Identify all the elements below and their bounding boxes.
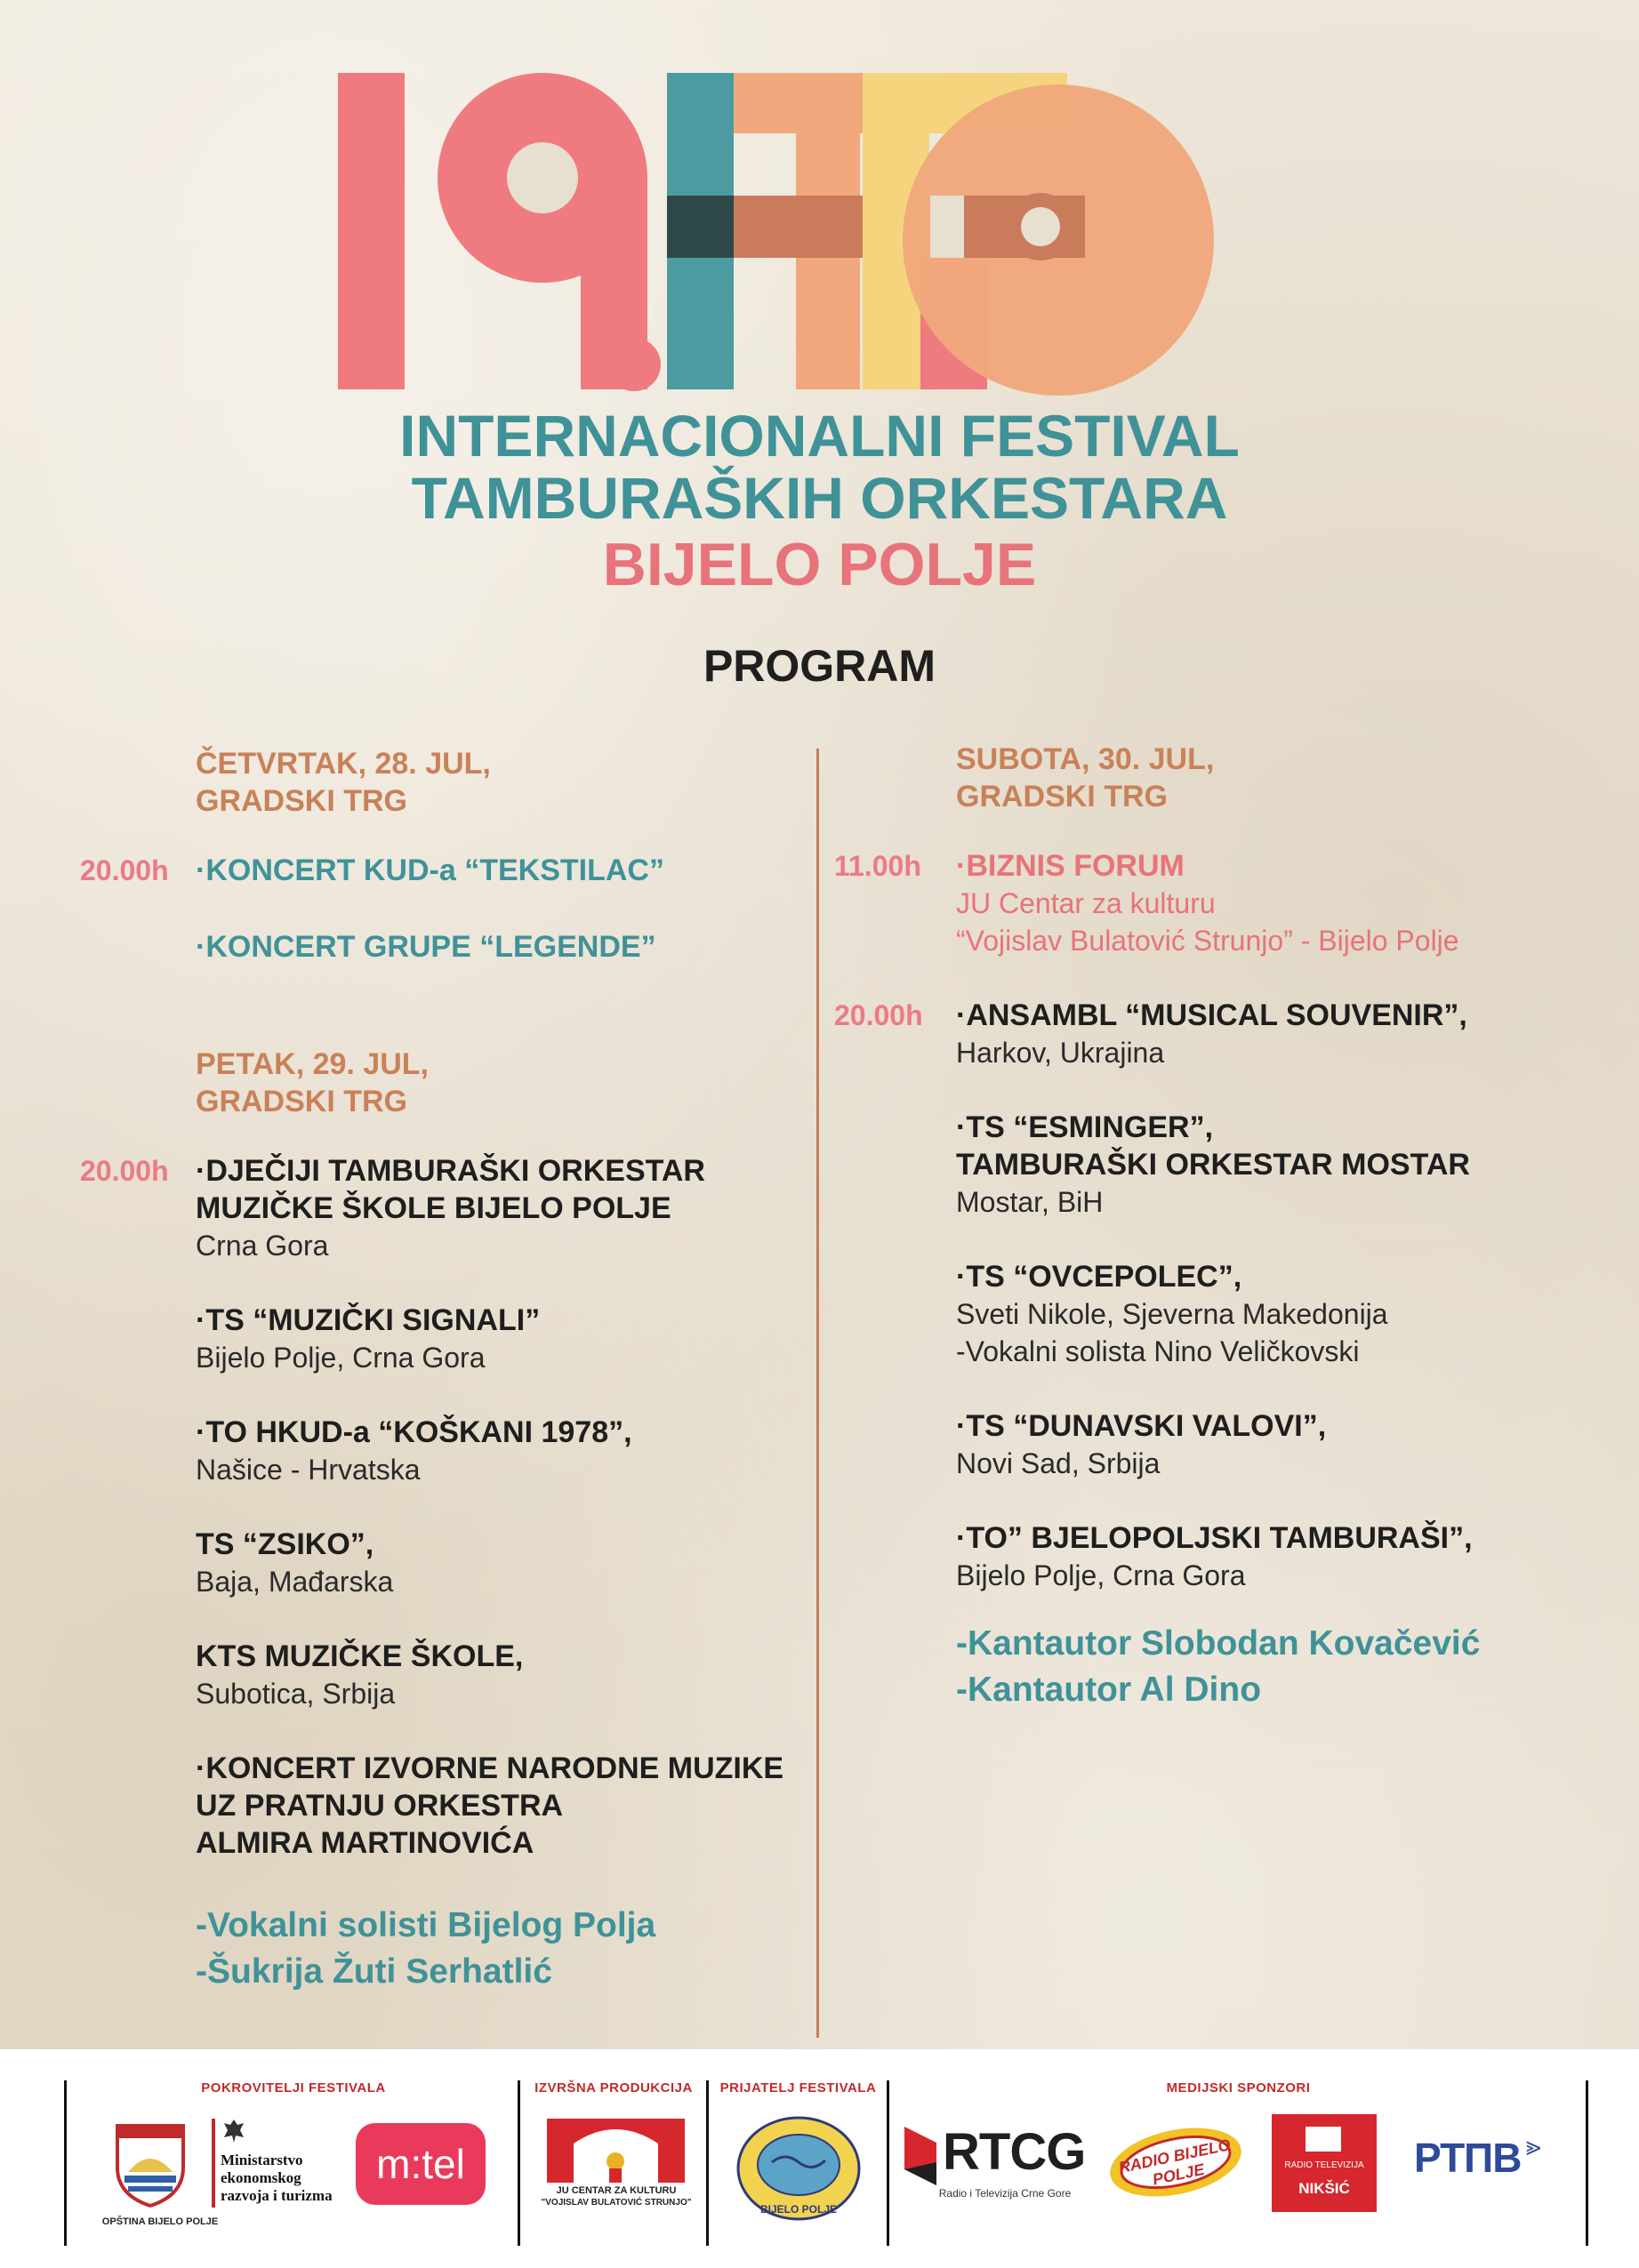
entry-title: ·BIZNIS FORUM bbox=[956, 849, 1185, 883]
entry-location: Baja, Mađarska bbox=[196, 1566, 394, 1598]
program-entry bbox=[196, 1750, 836, 1862]
niksic-small: RADIO TELEVIZIJA bbox=[1284, 2160, 1364, 2170]
day-heading bbox=[956, 741, 1596, 815]
guest-line: -Vokalni solisti Bijelog Polja bbox=[196, 1906, 656, 1944]
footer-divider bbox=[518, 2080, 520, 2246]
day-venue: GRADSKI TRG bbox=[196, 1085, 407, 1118]
guest-line: -Kantautor Al Dino bbox=[956, 1671, 1262, 1709]
entry-title: ·KONCERT KUD-a “TEKSTILAC” bbox=[196, 854, 664, 887]
entry-location: Bijelo Polje, Crna Gora bbox=[196, 1342, 486, 1374]
rtcg-logo: RTCG bbox=[943, 2123, 1086, 2181]
day-venue: GRADSKI TRG bbox=[956, 780, 1168, 813]
friend-label: BIJELO POLJE bbox=[759, 2203, 838, 2216]
entry-location: Crna Gora bbox=[196, 1230, 329, 1262]
opstina-crest bbox=[114, 2119, 187, 2208]
program-entry bbox=[834, 847, 1596, 959]
entry-time: 20.00h bbox=[80, 854, 169, 886]
entry-title: ·TS “OVCEPOLEC”, bbox=[956, 1260, 1242, 1294]
entry-location: Harkov, Ukrajina bbox=[956, 1037, 1165, 1069]
program-entry bbox=[834, 997, 1596, 1071]
guest-line: -Šukrija Žuti Serhatlić bbox=[196, 1952, 552, 1991]
ju-centar-line: JU CENTAR ZA KULTURU bbox=[556, 2185, 677, 2196]
entry-title: ALMIRA MARTINOVIĆA bbox=[196, 1826, 534, 1860]
entry-location: JU Centar za kulturu bbox=[956, 887, 1216, 919]
program-entry bbox=[956, 1519, 1596, 1594]
program-entry bbox=[956, 1109, 1596, 1221]
festival-logo bbox=[338, 62, 1245, 398]
day-date: ČETVRTAK, 28. JUL, bbox=[196, 747, 491, 781]
eagle-icon bbox=[222, 2118, 245, 2144]
footer-divider bbox=[706, 2080, 709, 2246]
opstina-label: OPŠTINA BIJELO POLJE bbox=[101, 2216, 219, 2227]
entry-title: ·TO HKUD-a “KOŠKANI 1978”, bbox=[196, 1415, 632, 1449]
entry-location: Našice - Hrvatska bbox=[196, 1454, 421, 1486]
ministry-line: ekonomskog bbox=[221, 2169, 301, 2186]
entry-title: TS “ZSIKO”, bbox=[196, 1527, 374, 1561]
festival-logo-graphic bbox=[338, 62, 1245, 398]
entry-location: “Vojislav Bulatović Strunjo” - Bijelo Polje bbox=[956, 925, 1459, 957]
sponsors-heading: POKROVITELJI FESTIVALA bbox=[201, 2080, 386, 2096]
entry-title: ·TS “MUZIČKI SIGNALI” bbox=[196, 1303, 541, 1337]
media-heading: MEDIJSKI SPONZORI bbox=[1166, 2080, 1311, 2096]
entry-title: TAMBURAŠKI ORKESTAR MOSTAR bbox=[956, 1148, 1470, 1182]
entry-note: -Vokalni solista Nino Veličkovski bbox=[956, 1335, 1360, 1367]
ju-centar-logo bbox=[547, 2119, 685, 2183]
footer-divider bbox=[1586, 2080, 1588, 2246]
footer-divider bbox=[887, 2080, 889, 2246]
entry-title: MUZIČKE ŠKOLE BIJELO POLJE bbox=[196, 1191, 671, 1225]
entry-title: ·KONCERT IZVORNE NARODNE MUZIKE bbox=[196, 1751, 784, 1785]
rtcg-subtitle: Radio i Televizija Crne Gore bbox=[938, 2187, 1072, 2200]
entry-time: 11.00h bbox=[834, 850, 921, 882]
ju-centar-text bbox=[534, 2185, 699, 2208]
guest-line: -Kantautor Slobodan Kovačević bbox=[956, 1624, 1481, 1663]
program-right-column bbox=[834, 741, 1596, 1713]
rtbp-logo: РТПВ bbox=[1414, 2135, 1522, 2181]
program-entry bbox=[956, 1407, 1596, 1482]
production-heading: IZVRŠNA PRODUKCIJA bbox=[534, 2080, 693, 2096]
program-entry bbox=[956, 1258, 1596, 1370]
footer-divider bbox=[64, 2080, 67, 2246]
day-date: PETAK, 29. JUL, bbox=[196, 1047, 429, 1081]
entry-location: Sveti Nikole, Sjeverna Makedonija bbox=[956, 1298, 1388, 1330]
program-left-column bbox=[80, 745, 836, 1995]
festival-title-line2: TAMBURAŠKIH ORKESTARA bbox=[411, 465, 1228, 531]
rtcg-emblem bbox=[904, 2127, 936, 2185]
entry-time: 20.00h bbox=[80, 1155, 169, 1187]
entry-time: 20.00h bbox=[834, 999, 923, 1031]
niksic-logo bbox=[1272, 2114, 1377, 2212]
entry-title: KTS MUZIČKE ŠKOLE, bbox=[196, 1639, 524, 1673]
entry-title: ·DJEČIJI TAMBURAŠKI ORKESTAR bbox=[196, 1154, 705, 1188]
program-entry bbox=[80, 1152, 836, 1264]
program-entry bbox=[80, 852, 836, 889]
program-heading: PROGRAM bbox=[703, 641, 936, 691]
ministry-bar bbox=[212, 2119, 215, 2208]
niksic-icon bbox=[1306, 2127, 1341, 2152]
program-entry bbox=[196, 1414, 836, 1488]
day-venue: GRADSKI TRG bbox=[196, 784, 407, 818]
program-entry bbox=[196, 928, 836, 966]
entry-title: ·KONCERT GRUPE “LEGENDE” bbox=[196, 930, 656, 964]
entry-title: ·ANSAMBL “MUSICAL SOUVENIR”, bbox=[956, 998, 1467, 1032]
ministry-line: razvoja i turizma bbox=[221, 2187, 333, 2204]
program-entry bbox=[196, 1526, 836, 1600]
niksic-label: NIKŠIĆ bbox=[1298, 2180, 1350, 2197]
day-heading bbox=[196, 1046, 836, 1120]
entry-location: Subotica, Srbija bbox=[196, 1678, 396, 1710]
entry-title: UZ PRATNJU ORKESTRA bbox=[196, 1789, 564, 1823]
friend-heading: PRIJATELJ FESTIVALA bbox=[719, 2080, 877, 2096]
entry-title: ·TS “DUNAVSKI VALOVI”, bbox=[956, 1409, 1327, 1443]
radio-bp-text: RADIO BIJELO POLJE bbox=[1117, 2136, 1233, 2189]
day-heading bbox=[196, 745, 836, 820]
entry-location: Bijelo Polje, Crna Gora bbox=[956, 1559, 1246, 1591]
ministry-line: Ministarstvo bbox=[221, 2152, 303, 2168]
entry-title: ·TO” BJELOPOLJSKI TAMBURAŠI”, bbox=[956, 1521, 1473, 1555]
entry-title: ·TS “ESMINGER”, bbox=[956, 1110, 1214, 1144]
ministry-logo bbox=[221, 2152, 333, 2205]
rtbp-waves-icon: ⪢ bbox=[1526, 2132, 1541, 2161]
day-date: SUBOTA, 30. JUL, bbox=[956, 742, 1215, 776]
festival-title-line1: INTERNACIONALNI FESTIVAL bbox=[399, 403, 1240, 469]
program-entry bbox=[196, 1638, 836, 1712]
festival-city: BIJELO POLJE bbox=[602, 531, 1037, 598]
entry-location: Novi Sad, Srbija bbox=[956, 1447, 1161, 1479]
program-entry bbox=[196, 1302, 836, 1376]
ju-centar-line: "VOJISLAV BULATOVIĆ STRUNJO" bbox=[541, 2198, 692, 2208]
mtel-logo: m:tel bbox=[356, 2123, 486, 2205]
entry-location: Mostar, BiH bbox=[956, 1186, 1104, 1218]
